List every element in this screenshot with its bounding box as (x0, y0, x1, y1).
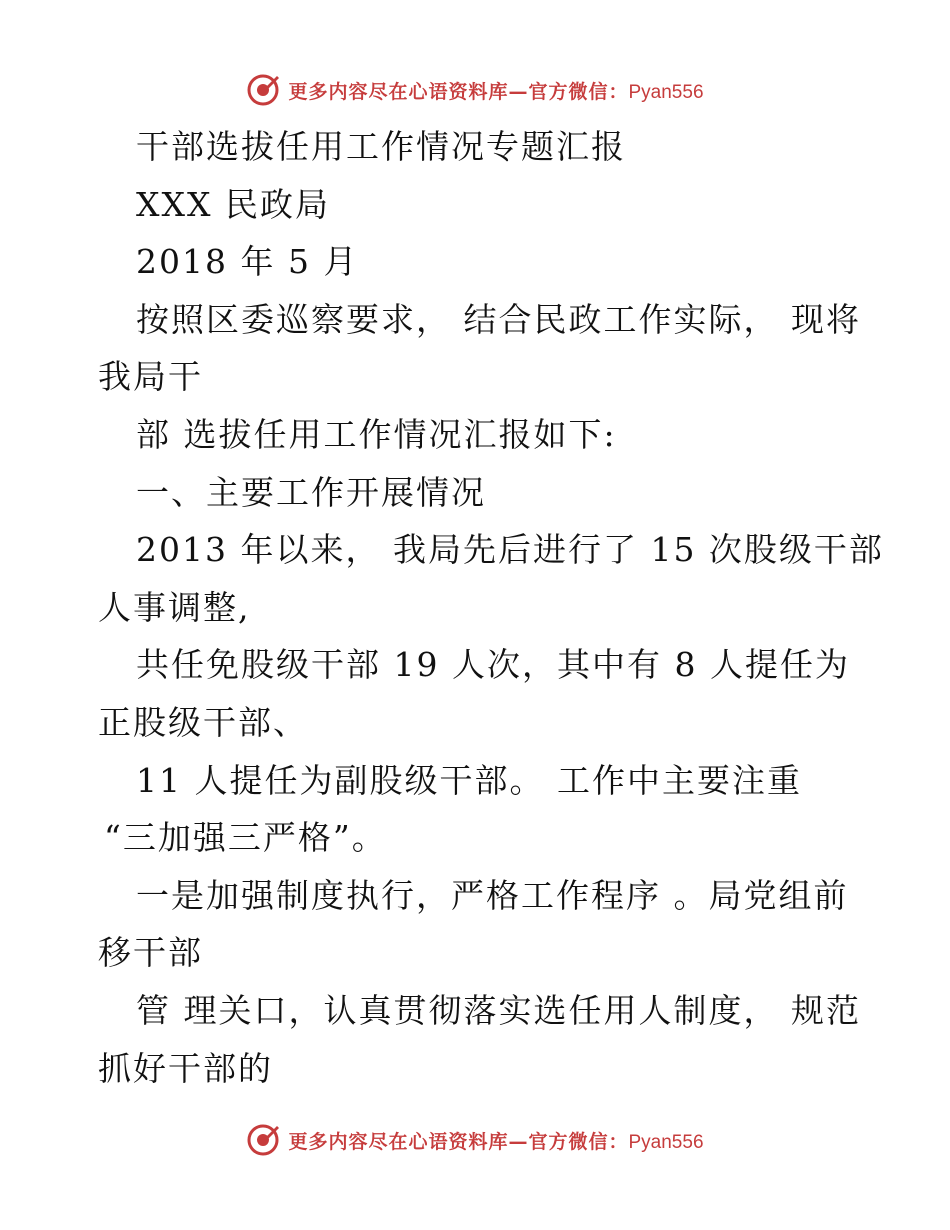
paragraph-line: 一是加强制度执行，严格工作程序 。局党组前 (136, 875, 849, 915)
document-body (98, 118, 884, 1097)
watermark-footer (0, 1120, 950, 1160)
section-heading: 一、主要工作开展情况 (136, 472, 486, 512)
paragraph-line: 正股级干部、 (98, 702, 308, 742)
issuing-organization: XXX 民政局 (136, 184, 330, 224)
paragraph-line: 共任免股级干部 19 人次，其中有 8 人提任为 (136, 645, 850, 685)
paragraph-line: 我局干 (98, 357, 203, 397)
paragraph-line: 抓好干部的 (98, 1048, 273, 1088)
pen-logo-icon (246, 1123, 280, 1157)
paragraph-line: “三加强三严格”。 (104, 818, 387, 858)
watermark-text: 更多内容尽在心语资料库—官方微信：Pyan556 (288, 1130, 704, 1153)
watermark-text: 更多内容尽在心语资料库—官方微信：Pyan556 (288, 80, 704, 103)
pen-logo-icon (246, 73, 280, 107)
paragraph-line: 2013 年以来， 我局先后进行了 15 次股级干部 (136, 530, 884, 570)
paragraph-line: 移干部 (98, 933, 203, 973)
paragraph-line: 人事调整, (98, 587, 251, 627)
document-date: 2018 年 5 月 (136, 242, 359, 282)
document-title: 干部选拔任用工作情况专题汇报 (136, 127, 626, 166)
paragraph-line: 部 选拔任用工作情况汇报如下: (136, 414, 617, 454)
paragraph-line: 管 理关口，认真贯彻落实选任用人制度， 规范 (136, 990, 861, 1030)
watermark-header (0, 70, 950, 110)
paragraph-line: 按照区委巡察要求， 结合民政工作实际， 现将 (136, 299, 861, 339)
paragraph-line: 11 人提任为副股级干部。 工作中主要注重 (136, 760, 802, 800)
